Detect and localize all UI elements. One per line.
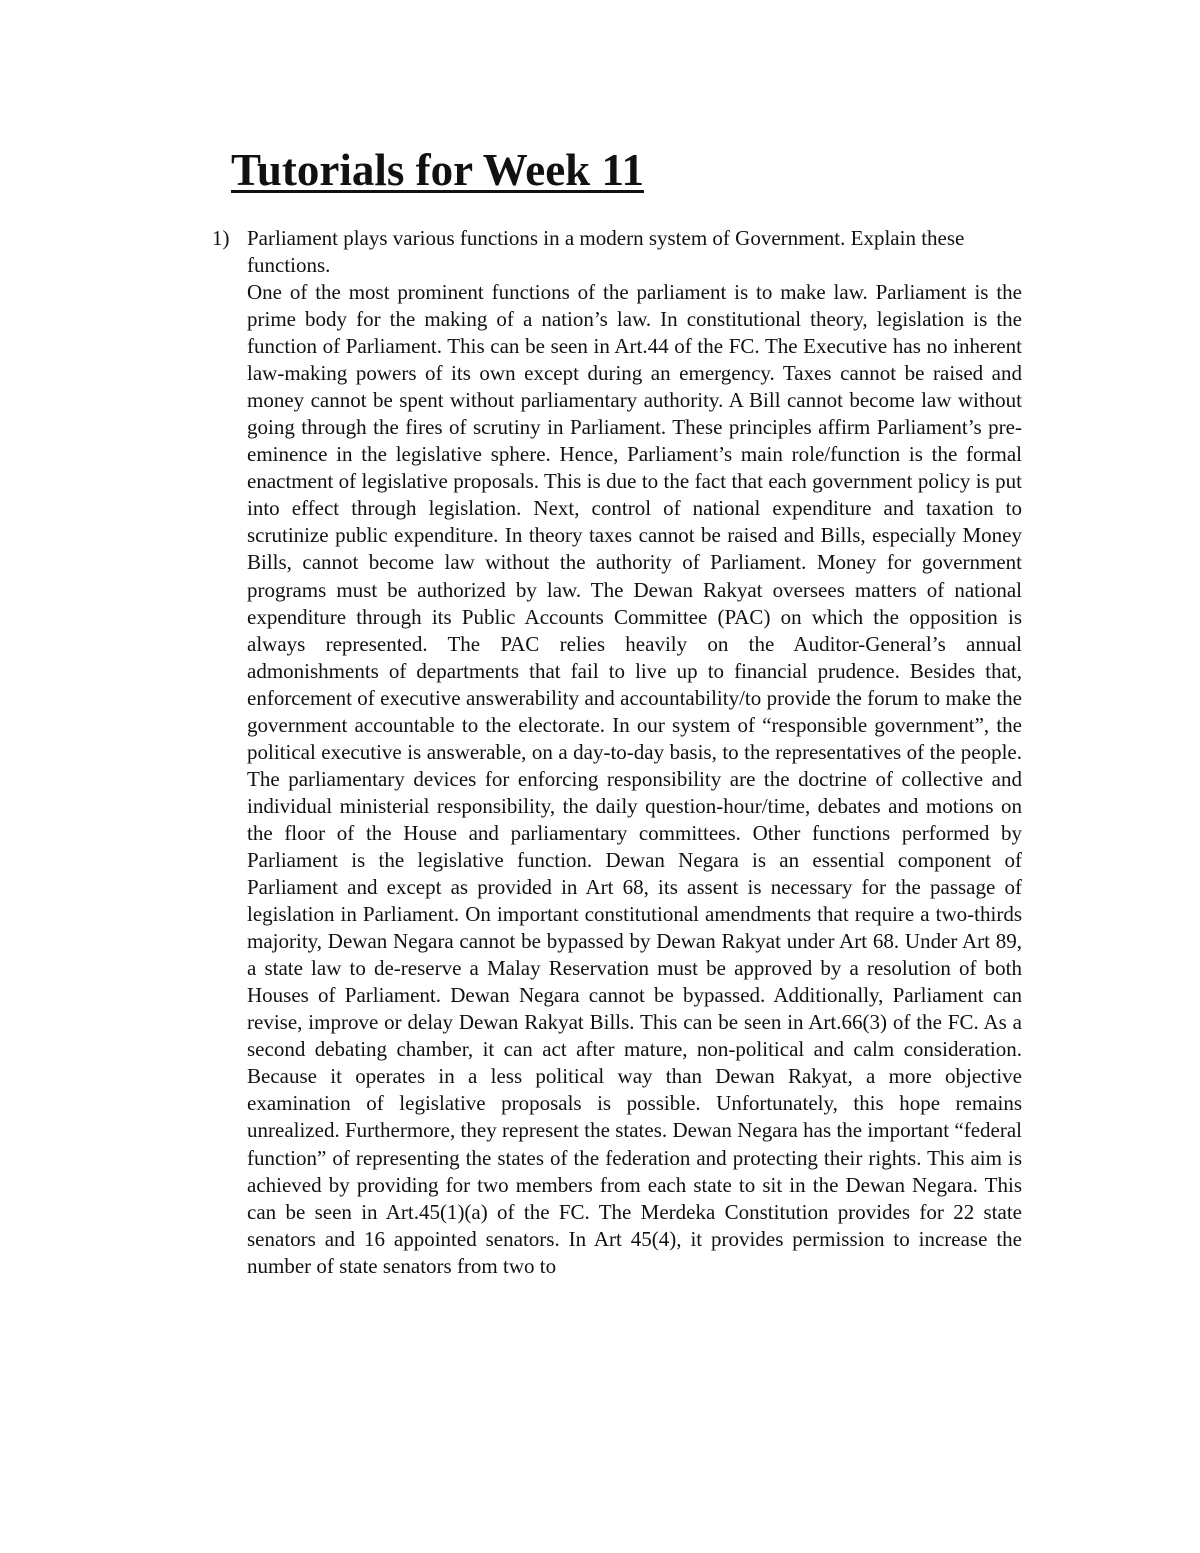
question-prompt: Parliament plays various functions in a modern system of Government. Explain these functions.	[247, 226, 965, 277]
document-title: Tutorials for Week 11	[231, 145, 644, 195]
question-number: 1)	[212, 226, 230, 250]
answer-paragraph: One of the most prominent functions of the parliament is to make law. Parliament is the prime body for the making of a nation’s law. In constitutional theory, legislation is the function of Parliament. This can be seen in Art.44 of the FC. The Executive has no inherent law-making powers of its own except during an emergency. Taxes cannot be raised and money cannot be spent without parliamentary authority. A Bill cannot become law without going through the fires of scrutiny in Parliament. These principles affirm Parliament’s pre-eminence in the legislative sphere. Hence, Parliament’s main role/function is the formal enactment of legislative proposals. This is due to the fact that each government policy is put into effect through legislation. Next, control of national expenditure and taxation to scrutinize public expenditure. In theory taxes cannot be raised and Bills, especially Money Bills, cannot become law without the authority of Parliament. Money for government programs must be authorized by law. The Dewan Rakyat oversees matters of national expenditure through its Public Accounts Committee (PAC) on which the opposition is always represented. The PAC relies heavily on the Auditor-General’s annual admonishments of departments that fail to live up to financial prudence. Besides that, enforcement of executive answerability and accountability/to provide the forum to make the government accountable to the electorate. In our system of “responsible government”, the political executive is answerable, on a day-to-day basis, to the representatives of the people. The parliamentary devices for enforcing responsibility are the doctrine of collective and individual ministerial responsibility, the daily question-hour/time, debates and motions on the floor of the House and parliamentary committees. Other functions performed by Parliament is the legislative function. Dewan Negara is an essential component of Parliament and except as provided in Art 68, its assent is necessary for the passage of legislation in Parliament. On important constitutional amendments that require a two-thirds majority, Dewan Negara cannot be bypassed by Dewan Rakyat under Art 68. Under Art 89, a state law to de-reserve a Malay Reservation must be approved by a resolution of both Houses of Parliament. Dewan Negara cannot be bypassed. Additionally, Parliament can revise, improve or delay Dewan Rakyat Bills. This can be seen in Art.66(3) of the FC. As a second debating chamber, it can act after mature, non-political and calm consideration. Because it operates in a less political way than Dewan Rakyat, a more objective examination of legislative proposals is possible. Unfortunately, this hope remains unrealized. Furthermore, they represent the states. Dewan Negara has the important “federal function” of representing the states of the federation and protecting their rights. This aim is achieved by providing for two members from each state to sit in the Dewan Negara. This can be seen in Art.45(1)(a) of the FC. The Merdeka Constitution provides for 22 state senators and 16 appointed senators. In Art 45(4), it provides permission to increase the number of state senators from two to	[247, 280, 1022, 1278]
question-body	[247, 225, 1022, 1280]
